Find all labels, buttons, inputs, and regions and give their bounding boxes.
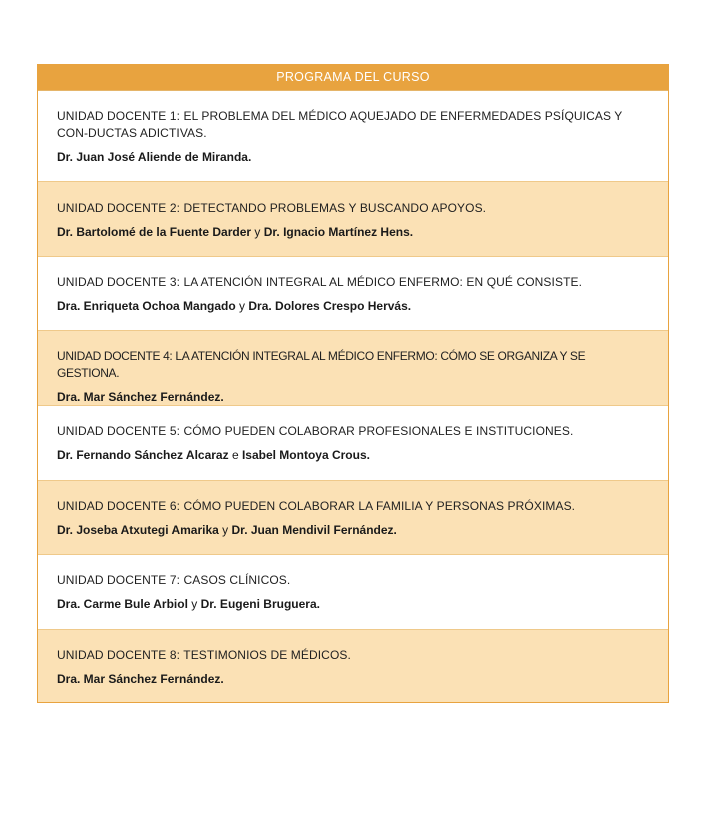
unit-row-3	[38, 257, 668, 331]
unit-speakers	[57, 298, 649, 315]
unit-speakers	[57, 671, 649, 688]
speaker-conjunction: y	[218, 523, 232, 537]
unit-title: UNIDAD DOCENTE 8: TESTIMONIOS DE MÉDICOS.	[57, 648, 351, 662]
unit-title: UNIDAD DOCENTE 1: EL PROBLEMA DEL MÉDICO AQUEJADO DE ENFERMEDADES PSÍQUICAS Y CON-DUCTAS ADICTIVAS.	[57, 109, 623, 140]
speaker-conjunction: e	[228, 448, 242, 462]
speaker-name: Dra. Enriqueta Ochoa Mangado	[57, 299, 236, 313]
speaker-name: Dra. Mar Sánchez Fernández.	[57, 390, 224, 404]
speaker-name: Dra. Mar Sánchez Fernández.	[57, 672, 224, 686]
unit-speakers	[57, 447, 649, 464]
speaker-conjunction: y	[235, 299, 249, 313]
unit-speakers	[57, 149, 649, 166]
speaker-name: Dr. Fernando Sánchez Alcaraz	[57, 448, 229, 462]
unit-row-7	[38, 555, 668, 630]
speaker-name: Dra. Dolores Crespo Hervás.	[248, 299, 412, 313]
unit-title: UNIDAD DOCENTE 6: CÓMO PUEDEN COLABORAR LA FAMILIA Y PERSONAS PRÓXIMAS.	[57, 499, 576, 513]
unit-title: UNIDAD DOCENTE 5: CÓMO PUEDEN COLABORAR PROFESIONALES E INSTITUCIONES.	[57, 424, 574, 438]
speaker-name: Dr. Eugeni Bruguera.	[200, 597, 320, 611]
unit-row-1	[38, 91, 668, 182]
speaker-name: Isabel Montoya Crous.	[241, 448, 370, 462]
speaker-name: Dr. Juan José Aliende de Miranda.	[57, 150, 252, 164]
unit-speakers	[57, 389, 649, 406]
unit-speakers	[57, 596, 649, 613]
unit-title: UNIDAD DOCENTE 2: DETECTANDO PROBLEMAS Y BUSCANDO APOYOS.	[57, 201, 487, 215]
unit-row-8	[38, 630, 668, 702]
program-title: PROGRAMA DEL CURSO	[38, 65, 668, 91]
speaker-conjunction: y	[187, 597, 201, 611]
unit-title: UNIDAD DOCENTE 4: LA ATENCIÓN INTEGRAL AL MÉDICO ENFERMO: CÓMO SE ORGANIZA Y SE GESTIONA.	[57, 349, 586, 380]
unit-speakers	[57, 522, 649, 539]
speaker-name: Dr. Juan Mendivil Fernández.	[231, 523, 397, 537]
speaker-conjunction: y	[251, 225, 264, 239]
speaker-name: Dr. Ignacio Martínez Hens.	[263, 225, 414, 239]
speaker-name: Dr. Joseba Atxutegi Amarika	[57, 523, 219, 537]
speaker-name: Dra. Carme Bule Arbiol	[57, 597, 188, 611]
unit-row-2	[38, 182, 668, 257]
unit-row-4	[38, 331, 668, 406]
unit-row-6	[38, 481, 668, 555]
speaker-name: Dr. Bartolomé de la Fuente Darder	[57, 225, 252, 239]
unit-title: UNIDAD DOCENTE 7: CASOS CLÍNICOS.	[57, 573, 291, 587]
course-program-table	[37, 64, 669, 703]
unit-title: UNIDAD DOCENTE 3: LA ATENCIÓN INTEGRAL AL MÉDICO ENFERMO: EN QUÉ CONSISTE.	[57, 275, 583, 289]
unit-speakers	[57, 224, 649, 241]
unit-row-5	[38, 406, 668, 481]
